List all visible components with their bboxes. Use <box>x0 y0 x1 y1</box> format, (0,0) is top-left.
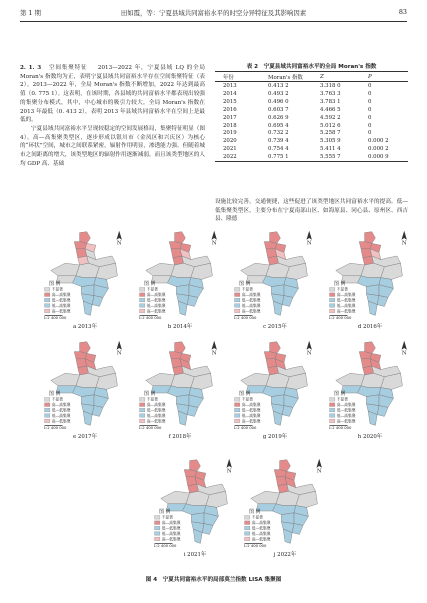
legend-swatch <box>330 408 335 412</box>
lisa-map-svg <box>40 338 130 430</box>
moran-table <box>215 71 408 162</box>
legend-item-label: 低—低集聚 <box>161 526 181 531</box>
issue-number: 第 1 期 <box>20 9 41 17</box>
legend-item-label: 不显著 <box>241 397 253 402</box>
page-number: 83 <box>398 8 407 16</box>
scale-label: 1:2 400 000 <box>328 316 352 320</box>
table-cell: 5.555 7 <box>320 153 368 161</box>
legend-swatch <box>235 403 240 407</box>
north-arrow-icon <box>402 231 407 240</box>
table-cell: 0.413 2 <box>268 83 289 90</box>
county-region <box>336 373 365 386</box>
county-region <box>80 342 91 354</box>
map-caption: a 2013年 <box>72 324 98 330</box>
running-header <box>20 8 407 20</box>
lisa-map-svg <box>135 228 225 320</box>
table-cell: 0.732 2 <box>268 130 289 137</box>
county-region <box>92 296 103 307</box>
map-caption: c 2015年 <box>263 324 287 330</box>
legend-swatch <box>330 309 335 313</box>
county-region <box>51 263 80 276</box>
column-header: 年份 <box>215 72 268 82</box>
north-label: N <box>306 350 312 357</box>
north-arrow-icon <box>317 459 322 468</box>
county-region <box>146 263 175 276</box>
county-region <box>146 373 175 386</box>
legend-item-label: 高—低集聚 <box>241 419 261 424</box>
north-label: N <box>226 468 232 475</box>
legend-swatch <box>245 521 250 525</box>
map-caption: e 2017年 <box>72 434 97 440</box>
table-cell: 2018 <box>223 122 237 129</box>
legend-swatch <box>330 403 335 407</box>
table-row <box>215 153 408 161</box>
legend-item-label: 低—低集聚 <box>241 298 261 303</box>
north-label: N <box>401 240 407 247</box>
legend-swatch <box>45 403 50 407</box>
north-arrow-icon <box>227 459 232 468</box>
legend-title: 图 例 <box>144 390 156 397</box>
table-row <box>215 122 408 130</box>
county-region <box>270 342 281 354</box>
legend-item-label: 低—高集聚 <box>241 303 261 308</box>
legend-item-label: 低—高集聚 <box>241 413 261 418</box>
legend-swatch <box>235 293 240 297</box>
north-label: N <box>116 350 122 357</box>
legend-item-label: 高—高集聚 <box>146 403 166 408</box>
north-label: N <box>211 350 217 357</box>
map-caption: f 2018年 <box>168 434 192 440</box>
legend-title: 图 例 <box>239 390 251 397</box>
legend-swatch <box>45 293 50 297</box>
paragraph-text: 设施比较完善，交通便捷，这些促进了该类型地区共同富裕水平的提高。低—低集聚类型区，主要分布在宁夏南部山区、如海原县、同心县、原州区、西吉县、隆德 <box>215 199 408 223</box>
legend-item-label: 高—低集聚 <box>161 537 181 542</box>
scale-label: 1:2 400 000 <box>138 316 162 320</box>
table-cell: 2017 <box>223 114 237 121</box>
table-row <box>215 98 408 106</box>
legend-swatch <box>45 298 50 302</box>
lisa-map <box>325 338 415 443</box>
legend-item-label: 高—低集聚 <box>51 309 71 314</box>
table-cell: 3.763 3 <box>320 91 341 98</box>
legend-item-label: 不显著 <box>336 397 348 402</box>
legend-item-label: 高—低集聚 <box>51 419 71 424</box>
legend-item-label: 低—高集聚 <box>51 303 71 308</box>
legend-title: 图 例 <box>334 280 346 287</box>
left-text-column <box>20 64 205 168</box>
legend-swatch <box>140 298 145 302</box>
lisa-map-svg <box>240 456 330 548</box>
map-legend <box>44 390 71 430</box>
scale-label: 1:2 400 000 <box>328 426 352 430</box>
map-legend <box>139 280 166 320</box>
legend-swatch <box>330 398 335 402</box>
legend-swatch <box>155 526 160 530</box>
legend-swatch <box>140 309 145 313</box>
table-cell: 0.496 0 <box>268 98 289 105</box>
legend-item-label: 不显著 <box>161 515 173 520</box>
legend-swatch <box>45 414 50 418</box>
legend-swatch <box>140 419 145 423</box>
lisa-map-svg <box>135 338 225 430</box>
legend-swatch <box>45 419 50 423</box>
county-region <box>365 232 376 244</box>
table-cell: 0 <box>368 122 372 129</box>
legend-title: 图 例 <box>49 280 61 287</box>
legend-swatch <box>140 398 145 402</box>
scale-label: 1:2 400 000 <box>243 544 267 548</box>
legend-item-label: 不显著 <box>51 397 63 402</box>
legend-item-label: 不显著 <box>146 397 158 402</box>
legend-item-label: 高—低集聚 <box>146 419 166 424</box>
table-cell: 5.258 7 <box>320 130 341 137</box>
legend-item-label: 高—高集聚 <box>241 293 261 298</box>
scale-label: 1:2 400 000 <box>153 544 177 548</box>
right-text-column <box>215 198 408 224</box>
table-cell: 0 <box>368 91 372 98</box>
scale-label: 1:2 400 000 <box>43 426 67 430</box>
legend-swatch <box>140 304 145 308</box>
map-legend <box>234 280 261 320</box>
table-cell: 2016 <box>223 106 237 113</box>
legend-item-label: 低—高集聚 <box>161 531 181 536</box>
county-region <box>80 232 91 244</box>
legend-swatch <box>140 403 145 407</box>
table-cell: 0.695 4 <box>268 122 289 129</box>
county-region <box>280 460 291 472</box>
legend-swatch <box>245 526 250 530</box>
table-row <box>215 90 408 98</box>
legend-item-label: 低—高集聚 <box>146 413 166 418</box>
legend-item-label: 高—低集聚 <box>146 309 166 314</box>
legend-swatch <box>235 419 240 423</box>
table-cell: 0.739 4 <box>268 138 289 145</box>
legend-swatch <box>330 298 335 302</box>
county-region <box>92 406 103 417</box>
paragraph-text: 宁夏县域共同富裕水平呈现较稳定的空间发展格局，集聚特征明显（图 4）。高—高集聚类型区，逐步形成以银川市（金凤区和兴庆区）为核心的“环状”空间，城市之间联系紧密，辐射作用明显，渗透能力强。但随着城市之间距离的增大，该类型地区的辐射作用逐渐减弱，而且该类型地区的人均 GDP 高、基础 <box>20 125 205 167</box>
table-cell: 0 <box>368 114 372 121</box>
legend-item-label: 不显著 <box>336 287 348 292</box>
scale-label: 1:2 400 000 <box>233 426 257 430</box>
table-cell: 2013 <box>223 83 237 90</box>
lisa-map <box>150 456 240 561</box>
county-region <box>377 406 388 417</box>
table-cell: 0.000 9 <box>368 153 408 161</box>
legend-swatch <box>45 408 50 412</box>
county-region <box>175 342 186 354</box>
section-paragraph-2 <box>20 125 205 169</box>
legend-swatch <box>330 414 335 418</box>
table-cell: 0 <box>368 130 372 137</box>
legend-item-label: 高—高集聚 <box>161 521 181 526</box>
table-row <box>215 137 408 145</box>
legend-swatch <box>155 532 160 536</box>
map-caption: h 2020年 <box>357 434 383 440</box>
table-cell: 3.318 0 <box>320 83 341 90</box>
legend-item-label: 高—低集聚 <box>251 537 271 542</box>
legend-swatch <box>45 304 50 308</box>
table-cell: 4.592 2 <box>320 114 341 121</box>
county-region <box>51 373 80 386</box>
table-row <box>215 130 408 138</box>
legend-item-label: 低—低集聚 <box>146 408 166 413</box>
legend-item-label: 不显著 <box>51 287 63 292</box>
lisa-map-svg <box>230 338 320 430</box>
table-cell: 0.754 4 <box>268 146 289 153</box>
map-caption: b 2014年 <box>167 324 193 330</box>
north-arrow-icon <box>307 341 312 350</box>
table-header-row <box>215 72 408 82</box>
legend-swatch <box>45 288 50 292</box>
county-region <box>241 263 270 276</box>
lisa-map <box>230 338 320 443</box>
lisa-map-svg <box>230 228 320 320</box>
map-legend <box>329 280 356 320</box>
legend-swatch <box>330 288 335 292</box>
legend-item-label: 高—高集聚 <box>51 403 71 408</box>
legend-swatch <box>155 516 160 520</box>
legend-item-label: 高—高集聚 <box>241 403 261 408</box>
legend-item-label: 高—高集聚 <box>251 521 271 526</box>
legend-swatch <box>235 408 240 412</box>
lisa-map <box>135 228 225 333</box>
table-row <box>215 106 408 114</box>
table-cell: 0.000 2 <box>368 146 389 153</box>
legend-item-label: 低—低集聚 <box>251 526 271 531</box>
table-row <box>215 145 408 153</box>
legend-item-label: 高—低集聚 <box>336 419 356 424</box>
article-running-title: 田如霞，等：宁夏县域共同富裕水平的时空分异特征及其影响因素 <box>120 9 307 17</box>
legend-swatch <box>330 293 335 297</box>
north-label: N <box>211 240 217 247</box>
legend-swatch <box>245 537 250 541</box>
table-cell: 0.626 9 <box>268 114 289 121</box>
north-arrow-icon <box>307 231 312 240</box>
county-region <box>187 296 198 307</box>
county-region <box>292 524 303 535</box>
county-region <box>377 296 388 307</box>
north-label: N <box>316 468 322 475</box>
legend-swatch <box>245 532 250 536</box>
legend-item-label: 高—低集聚 <box>336 309 356 314</box>
legend-item-label: 低—高集聚 <box>336 413 356 418</box>
table-cell: 2019 <box>223 130 237 137</box>
table-cell: 2021 <box>223 146 237 153</box>
table-row <box>215 82 408 90</box>
map-caption: i 2021年 <box>183 552 207 558</box>
county-region <box>365 342 376 354</box>
table-cell: 4.466 5 <box>320 106 341 113</box>
table-cell: 5.305 9 <box>320 138 341 145</box>
legend-swatch <box>235 414 240 418</box>
table-cell: 5.411 4 <box>320 146 341 153</box>
legend-item-label: 低—高集聚 <box>51 413 71 418</box>
county-region <box>241 373 270 386</box>
north-label: N <box>116 240 122 247</box>
county-region <box>202 524 213 535</box>
north-arrow-icon <box>117 341 122 350</box>
scale-label: 1:2 400 000 <box>43 316 67 320</box>
table-row <box>215 114 408 122</box>
section-title: 空间集聚特征 <box>48 65 88 71</box>
legend-item-label: 不显著 <box>146 287 158 292</box>
lisa-map <box>40 338 130 443</box>
lisa-map-svg <box>150 456 240 548</box>
county-region <box>190 460 201 472</box>
legend-item-label: 低—低集聚 <box>51 298 71 303</box>
lisa-map-svg <box>40 228 130 320</box>
county-region <box>282 296 293 307</box>
lisa-map <box>230 228 320 333</box>
map-legend <box>154 508 181 548</box>
map-caption: j 2022年 <box>273 552 297 558</box>
figure-caption: 图 4 宁夏共同富裕水平的局部莫兰指数 LISA 集聚图 <box>145 577 282 583</box>
legend-item-label: 低—低集聚 <box>241 408 261 413</box>
north-arrow-icon <box>117 231 122 240</box>
legend-swatch <box>235 288 240 292</box>
table-cell: 0.000 2 <box>368 138 389 145</box>
table-cell: 0 <box>368 83 372 90</box>
legend-item-label: 高—低集聚 <box>241 309 261 314</box>
lisa-map <box>40 228 130 333</box>
legend-swatch <box>45 398 50 402</box>
north-arrow-icon <box>402 341 407 350</box>
section-paragraph-1 <box>20 64 205 125</box>
legend-swatch <box>330 419 335 423</box>
county-region <box>187 406 198 417</box>
north-arrow-icon <box>212 341 217 350</box>
legend-item-label: 低—高集聚 <box>251 531 271 536</box>
legend-item-label: 低—低集聚 <box>336 298 356 303</box>
county-region <box>251 491 280 504</box>
legend-item-label: 不显著 <box>251 515 263 520</box>
legend-swatch <box>235 398 240 402</box>
legend-swatch <box>235 304 240 308</box>
table-cell: 2022 <box>215 153 268 161</box>
legend-item-label: 高—高集聚 <box>336 293 356 298</box>
map-legend <box>234 390 261 430</box>
scale-label: 1:2 400 000 <box>138 426 162 430</box>
legend-item-label: 不显著 <box>241 287 253 292</box>
legend-title: 图 例 <box>239 280 251 287</box>
table-cell: 2014 <box>223 91 237 98</box>
legend-swatch <box>140 408 145 412</box>
map-caption: g 2019年 <box>262 434 288 440</box>
legend-title: 图 例 <box>249 508 261 515</box>
lisa-map-svg <box>325 228 415 320</box>
lisa-map <box>240 456 330 561</box>
legend-item-label: 低—低集聚 <box>336 408 356 413</box>
legend-item-label: 高—高集聚 <box>51 293 71 298</box>
table-cell: 0.493 2 <box>268 91 289 98</box>
north-label: N <box>401 350 407 357</box>
legend-swatch <box>245 516 250 520</box>
north-label: N <box>306 240 312 247</box>
legend-swatch <box>45 309 50 313</box>
lisa-map-svg <box>325 338 415 430</box>
legend-swatch <box>235 298 240 302</box>
legend-swatch <box>330 304 335 308</box>
legend-title: 图 例 <box>334 390 346 397</box>
legend-item-label: 低—高集聚 <box>146 303 166 308</box>
table-cell: 2015 <box>223 98 237 105</box>
county-region <box>270 232 281 244</box>
legend-item-label: 低—高集聚 <box>336 303 356 308</box>
column-header: Z <box>320 72 368 82</box>
column-header: Moran's 指数 <box>268 72 320 82</box>
map-legend <box>44 280 71 320</box>
legend-item-label: 高—高集聚 <box>146 293 166 298</box>
table-cell: 2020 <box>223 138 237 145</box>
section-number: 2. 1. 3 <box>20 65 42 71</box>
lisa-map <box>325 228 415 333</box>
paragraph-text: 2013—2022 年，宁夏县域 LQ 的全局 Moran's 指数均为正，表明宁夏县域共同富裕水平存在空间集聚特征（表 2）。2013—2022 年，全局 Moran's 指数不断增加，2022 年达到最高值（0. 775 1）。这表明，在该时期，各县域的共同富裕水平都表现出较强的集聚分布模式，其中，中心城市的吸引力较大。全局 Moran's 指数在 2013 年最低（0. 413 2），表明 2013 年县域共同富裕水平在空间上是最低的。 <box>20 65 206 124</box>
county-region <box>161 491 190 504</box>
county-region <box>282 406 293 417</box>
legend-item-label: 低—低集聚 <box>51 408 71 413</box>
table-cell: 3.783 1 <box>320 98 341 105</box>
column-header: P <box>368 72 408 82</box>
header-rule <box>20 21 407 22</box>
legend-swatch <box>155 537 160 541</box>
table-cell: 0.775 1 <box>268 153 320 161</box>
legend-swatch <box>235 309 240 313</box>
map-caption: d 2016年 <box>357 324 383 330</box>
table-cell: 0.603 7 <box>268 106 289 113</box>
legend-swatch <box>155 521 160 525</box>
legend-item-label: 高—高集聚 <box>336 403 356 408</box>
legend-swatch <box>140 288 145 292</box>
legend-title: 图 例 <box>49 390 61 397</box>
table-cell: 0 <box>368 106 372 113</box>
north-arrow-icon <box>212 231 217 240</box>
legend-swatch <box>140 414 145 418</box>
lisa-map <box>135 338 225 443</box>
table-cell: 5.012 6 <box>320 122 341 129</box>
scale-label: 1:2 400 000 <box>233 316 257 320</box>
map-legend <box>329 390 356 430</box>
legend-title: 图 例 <box>144 280 156 287</box>
county-region <box>336 263 365 276</box>
table-cell: 0 <box>368 98 372 105</box>
legend-title: 图 例 <box>159 508 171 515</box>
map-legend <box>244 508 271 548</box>
map-legend <box>139 390 166 430</box>
county-region <box>175 232 186 244</box>
legend-item-label: 低—低集聚 <box>146 298 166 303</box>
table-caption: 表 2 宁夏县域共同富裕水平的全局 Moran's 指数 <box>246 64 377 70</box>
legend-swatch <box>140 293 145 297</box>
